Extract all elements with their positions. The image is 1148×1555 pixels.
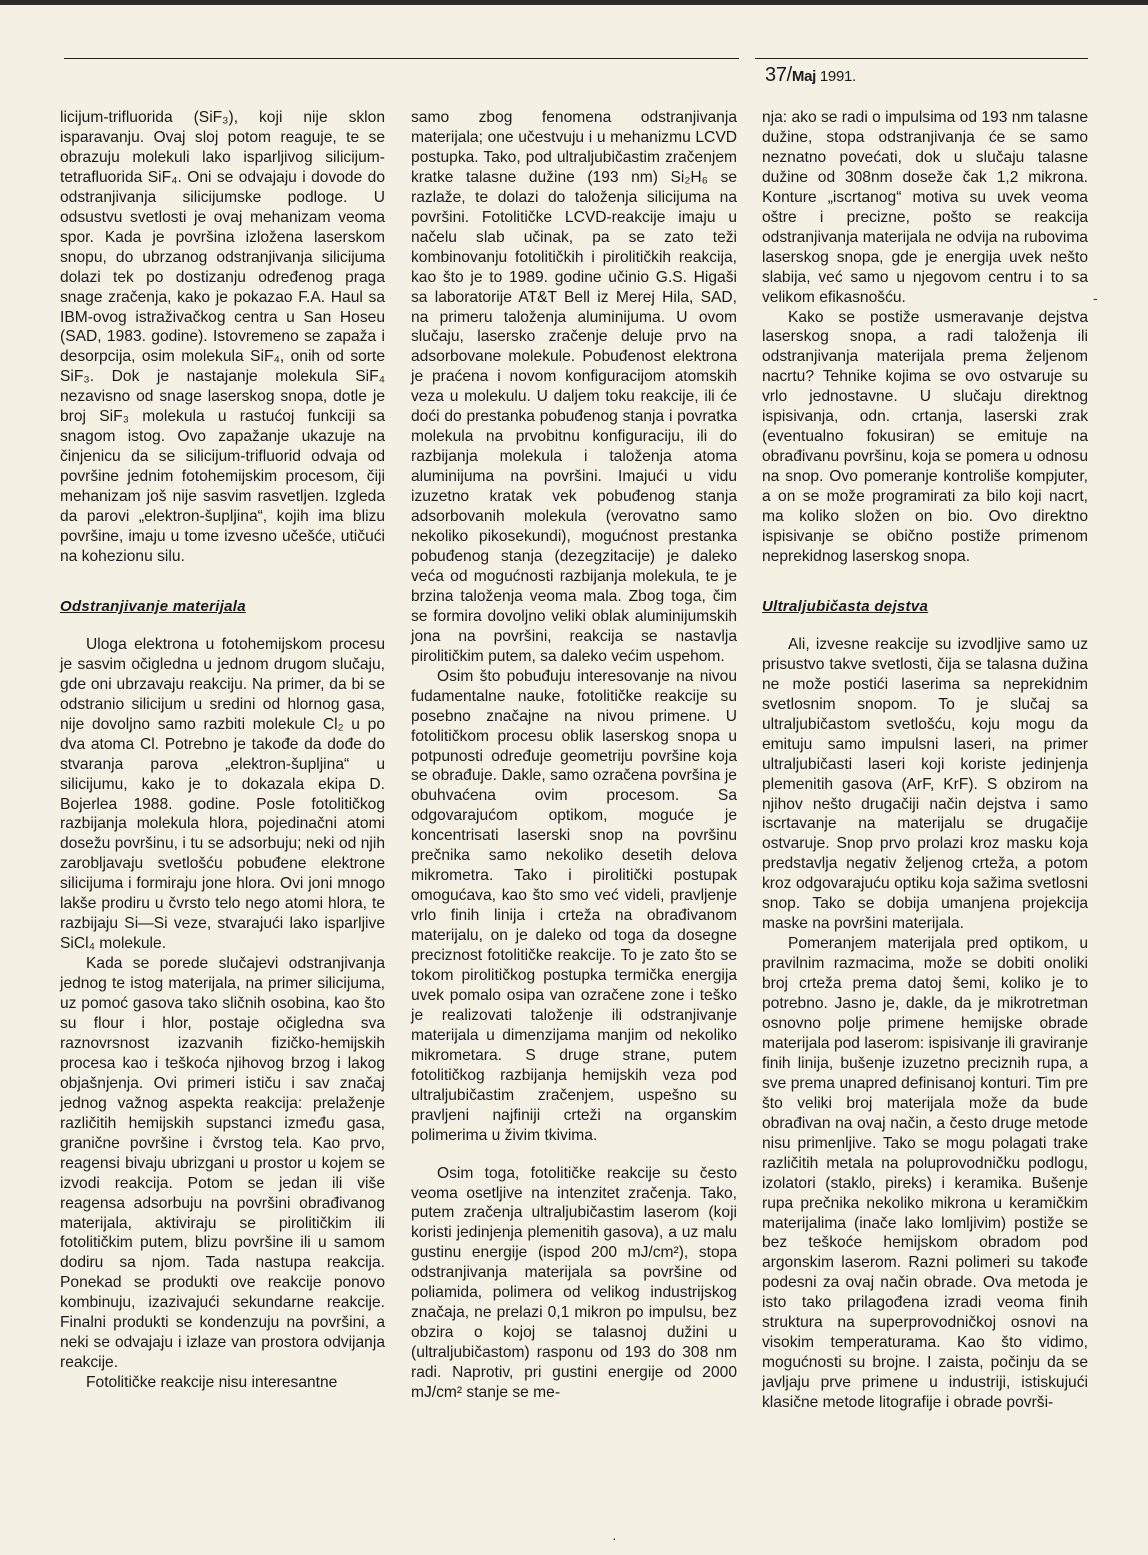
section-heading: Ultraljubičasta dejstva (762, 597, 929, 615)
issue-month: Maj (791, 68, 817, 85)
paragraph: Kada se porede slučajevi odstranjivanja jednog te istog materijala, na primer silicijuma, uz pomoć gasova tako sličnih osobina, kao što su flour i hlor, postaje očigledna sva raznovrsnost izazvanih fizičko-hemijskih procesa kao i teškoća njihovog brzog i lakog objašnjenja. Ovi primeri ističu i sav značaj jednog važnog aspekta reakcija: prelaženje različitih hemijskih supstanci između gasa, granične površine i čvrstog tela. Kao prvo, reagensi bivaju ubrizgani u prostor u kojem se izvodi reakcija. Potom se jedan ili više reagensa adsorbuju na površini obrađivanog materijala, aktiviraju se pirolitičkim ili fotolitičkim putem, blizu površine ili u samom dodiru sa njom. Tada nastupa reakcija. Ponekad se produkti ove reakcije ponovo kombinuju, izazivajući sekundarne reakcije. Finalni produkti se kondenzuju na površini, a neki se odvajaju i izlaze van prostora odvijanja reakcije. (60, 955, 385, 1372)
issue-year: 1991. (816, 68, 856, 85)
column-3 (762, 108, 1088, 1413)
paragraph: Uloga elektrona u fotohemijskom procesu je sasvim očigledna u jednom drugom slučaju, gde oni ubrzavaju reakciju. Na primer, da bi se odstranio silicijum u sredini od hlornog gasa, nije dovoljno samo razbiti molekule Cl₂ u po dva atoma Cl. Potrebno je takođe da dođe do stvaranja parova „elektron-šupljina“ u silicijumu, kako je to dokazala ekipa D. Bojerlea 1988. godine. Posle fotolitičkog razbijanja molekula hlora, pojedinačni atomi dosežu površinu, i tu se adsorbuju; neki od njih zarobljavaju svetlošću pobuđene elektrone silicijuma i formiraju jone hlora. Ovi joni mnogo lakše prodiru u čvrsto telo nego atomi hlora, te razbijaju Si—Si veze, stvarajući lako isparljive SiCl₄ molekule. (60, 635, 385, 953)
paragraph: Kako se postiže usmeravanje dejstva laserskog snopa, a radi taloženja ili odstranjivanja materijala prema željenom nacrtu? Tehnike kojima se ovo ostvaruje su vrlo jednostavne. U slučaju direktnog ispisivanja, odn. crtanja, laserski zrak (eventualno fokusiran) se emituje na obrađivanu površinu, koja se pomera u odnosu na snop. Ovo pomeranje kontroliše kompjuter, a on se može programirati za bilo koji nacrt, ma koliko složen on bio. Ovo direktno ispisivanje se obično postiže primenom neprekidnog laserskog snopa. (762, 308, 1088, 565)
paragraph: licijum-trifluorida (SiF₃), koji nije sklon isparavanju. Ovaj sloj potom reaguje, te se obrazuju molekuli lako isparljivog silicijum-tetrafluorida SiF₄. Oni se odvajaju i dovode do odstranjivanja silicijumske podloge. U odsustvu svetlosti je ovaj mehanizam veoma spor. Kada je površina izložena laserskom snopu, do ubrzanog odstranjivanja silicijuma dolazi tek po dostizanju određenog praga snage zračenja, kako je pokazao F.A. Haul sa IBM-ovog istraživačkog centra u San Hoseu (SAD, 1983. godine). Istovremeno se zapaža i desorpcija, osim molekula SiF₄, onih od sorte SiF₃. Dok je nastajanje molekula SiF₄ nezavisno od snage laserskog snopa, dotle je broj SiF₃ molekula u rastućoj funkciji sa snagom istog. Ovo zapažanje ukazuje na činjenicu da se silicijum-trifluorid odvaja od površine jednim fotohemijskim procesom, čiji mehanizam još nije sasvim rasvetljen. Izgleda da parovi „elektron-šupljina“, kojih ima blizu površine, imaju u tome izvesno učešće, utičući na kohezionu silu. (60, 109, 385, 565)
stray-mark: · (612, 1530, 617, 1546)
issue-folio (765, 64, 856, 87)
paragraph: Fotolitičke reakcije nisu interesantne (86, 1374, 338, 1392)
header-rule-right (755, 58, 1088, 59)
paragraph: Osim što pobuđuju interesovanje na nivou fudamentalne nauke, fotolitičke reakcije su posebno značajne na nivou primene. U fotolitičkom procesu oblik laserskog snopa u potpunosti određuje geometriju površine koja se obrađuje. Dakle, samo ozračena površina je obuhvaćena ovim procesom. Sa odgovarajućom optikom, moguće je koncentrisati laserski snop na površinu prečnika samo nekoliko desetih delova mikrometra. Tako i pirolitički postupak omogućava, kao što smo već videli, pravljenje vrlo finih linija i crteža na obrađivanom materijalu, on je daleko od toga da dosegne preciznost fotolitičke reakcije. To je zato što se tokom pirolitičkog postupka termička energija uvek pomalo osipa van ozračene zone i teško je realizovati taloženje ili odstranjivanje materijala u dimenzijama manjim od nekoliko mikrometara. S druge strane, putem fotolitičkog razbijanja hemijskih veza pod ultraljubičastim zračenjem, uspešno su pravljeni najfiniji crteži na organskim polimerima u živim tkivima. (411, 667, 737, 1144)
stray-mark: - (1093, 290, 1098, 306)
column-2 (411, 108, 737, 1403)
header-rule-left (64, 58, 739, 59)
paragraph: samo zbog fenomena odstranjivanja materijala; one učestvuju i u mehanizmu LCVD postupka. Tako, pod ultraljubičastim zračenjem kratke talasne dužine (193 nm) Si₂H₆ se razlaže, te dolazi do taloženja silicijuma na površini. Fotolitičke LCVD-reakcije imaju u načelu slab učinak, pa se zato teži kombinovanju fotolitičkih i pirolitičkih reakcija, kao što je to 1989. godine učinio G.S. Higaši sa laboratorije AT&T Bell iz Merej Hila, SAD, na primeru taloženja aluminijuma. U ovom slučaju, lasersko zračenje deluje prvo na adsorbovane molekule. Pobuđenost elektrona je praćena i novom konfiguracijom atomskih veza u molekulu. U daljem toku reakcije, ili će doći do prestanka pobuđenog stanja i povratka molekula na prvobitnu konfiguraciju, ili do razbijanja molekula i taloženja atoma aluminijuma na površini. Imajući u vidu izuzetno kratak vek pobuđenog stanja adsorbovanih molekula (verovatno samo nekoliko pikosekundi), mogućnost prestanka pobuđenog stanja (dezegzitacije) je daleko veća od mogućnosti razbijanja molekula, te je brzina taloženja veoma mala. Zbog toga, čim se formira dovoljno veliki oblak aluminijumskih jona na površini, reakcija se nastavlja pirolitičkim putem, sa daleko većim uspehom. (411, 109, 737, 665)
paragraph: nja: ako se radi o impulsima od 193 nm talasne dužine, stopa odstranjivanja će se samo neznatno povećati, dok u slučaju talasne dužine od 308nm doseže čak 1,2 mikrona. Konture „iscrtanog“ motiva su uvek veoma oštre i precizne, pošto se reakcija odstranjivanja materijala ne odvija na rubovima laserskog snopa, gde je energija uvek nešto slabija, već samo u njegovom centru i to sa velikom efikasnošću. (762, 109, 1088, 306)
paragraph: Osim toga, fotolitičke reakcije su često veoma osetljive na intenzitet zračenja. Tako, putem zračenja ultraljubičastim laserom (koji koristi jedinjenja plemenitih gasova), a uz malu gustinu energije (ispod 200 mJ/cm²), stopa odstranjivanja materijala sa površine od poliamida, polimera od velikog industrijskog značaja, ne prelazi 0,1 mikron po impulsu, bez obzira o kojoj se talasnoj dužini u (ultraljubičastom) rasponu od 193 do 308 nm radi. Naprotiv, pri gustini energije od 2000 mJ/cm² stanje se me- (411, 1164, 737, 1402)
issue-number: 37/ (765, 64, 792, 86)
column-1 (60, 108, 385, 1393)
paragraph: Ali, izvesne reakcije su izvodljive samo uz prisustvo takve svetlosti, čija se talasna dužina ne može postići laserima sa neprekidnim svetlosnim snopom. To je slučaj sa ultraljubičastom svetlošću, koju mogu da emituju samo impulsni laseri, na primer ultraljubičasti laseri koji koriste jedinjenja plemenitih gasova (ArF, KrF). S obzirom na njihov nešto drugačiji način dejstva i samo iscrtavanje na materijalu se drugačije ostvaruje. Snop prvo prolazi kroz masku koja predstavlja negativ željenog crteža, a potom kroz odgovarajuću optiku koja sažima svetlosni snop. Tako se dobija umanjena projekcija maske na površini materijala. (762, 635, 1088, 933)
paragraph: Pomeranjem materijala pred optikom, u pravilnim razmacima, može se dobiti onoliki broj crteža prema datoj šemi, koliko je to potrebno. Jasno je, dakle, da je mikrotretman osnovno polje primene hemijske obrade materijala pod laserom: ispisivanje ili graviranje finih linija, bušenje izuzetno preciznih rupa, a sve prema unapred definisanoj konturi. Tim pre što veliki broj materijala može da bude obrađivan na ovaj način, a često druge metode nisu primenljive. Tako se mogu polagati trake različitih metala na poluprovodničku podlogu, izolatori (staklo, pireks) i keramika. Bušenje rupa prečnika nekoliko mikrona u keramičkim materijalima (inače lako lomljivim) postiže se bez teškoće hemijskom obradom pod argonskim laserom. Razni polimeri su takođe podesni za ovaj način obrade. Ova metoda je isto tako prilagođena izradi veoma finih struktura na superprovodničkoj osnovi na visokim temperaturama. Kao što vidimo, mogućnosti su brojne. I zaista, počinju da se javljaju prve primene u industriji, istiskujući klasične metode litografije i obrade površi- (762, 935, 1088, 1412)
top-edge (0, 0, 1148, 5)
section-heading: Odstranjivanje materijala (60, 597, 246, 615)
